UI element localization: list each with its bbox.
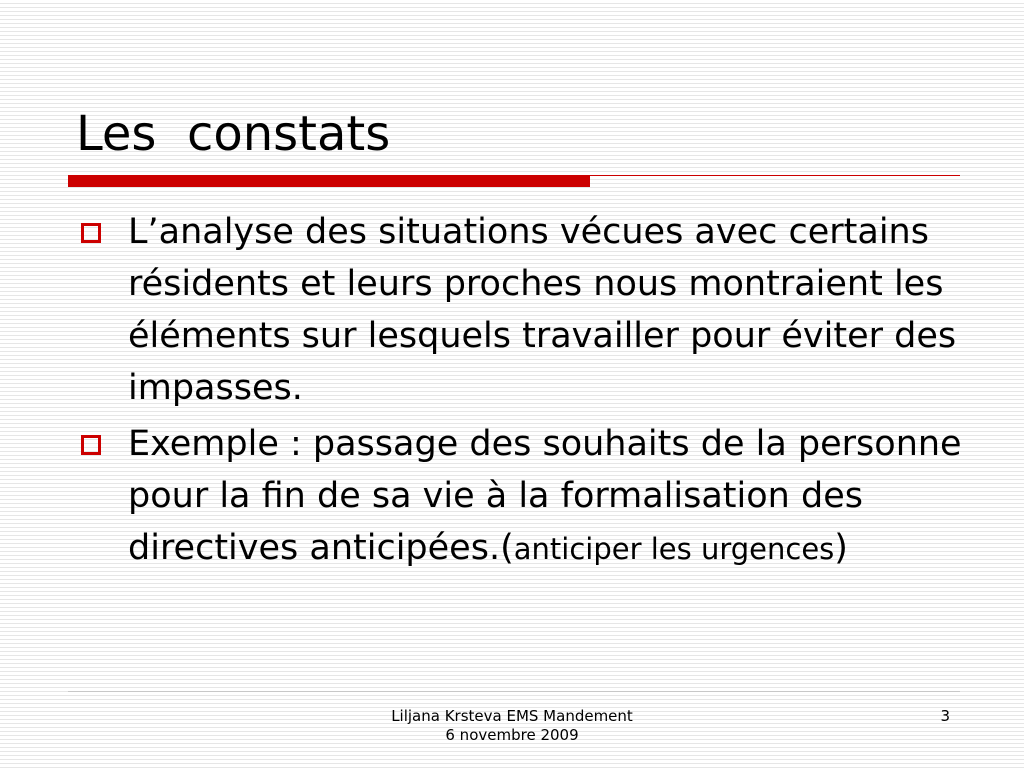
- bullet-text: Exemple : passage des souhaits de la personne pour la fin de sa vie à la formalisation des directives anticipées.(: [128, 424, 962, 568]
- bullet-text: L’analyse des situations vécues avec certains résidents et leurs proches nous montraient les éléments sur lesquels travailler pour éviter des impasses.: [128, 212, 957, 408]
- footer-author-date: [312, 707, 712, 745]
- title-underline-thin: [590, 175, 960, 176]
- slide-title: Les constats: [76, 106, 391, 162]
- bullet-closing-paren: ): [834, 528, 848, 568]
- footer-author: Liljana Krsteva EMS Mandement: [391, 707, 633, 725]
- title-underline-thick: [68, 175, 590, 187]
- footer-divider: [68, 691, 960, 692]
- bullet-item: [76, 418, 976, 575]
- bullet-list: [76, 206, 976, 579]
- bullet-item: [76, 206, 976, 414]
- hollow-square-bullet-icon: [81, 435, 101, 455]
- hollow-square-bullet-icon: [81, 223, 101, 243]
- footer-date: 6 novembre 2009: [445, 726, 579, 744]
- page-number: 3: [940, 707, 950, 725]
- bullet-small-text: anticiper les urgences: [513, 532, 835, 566]
